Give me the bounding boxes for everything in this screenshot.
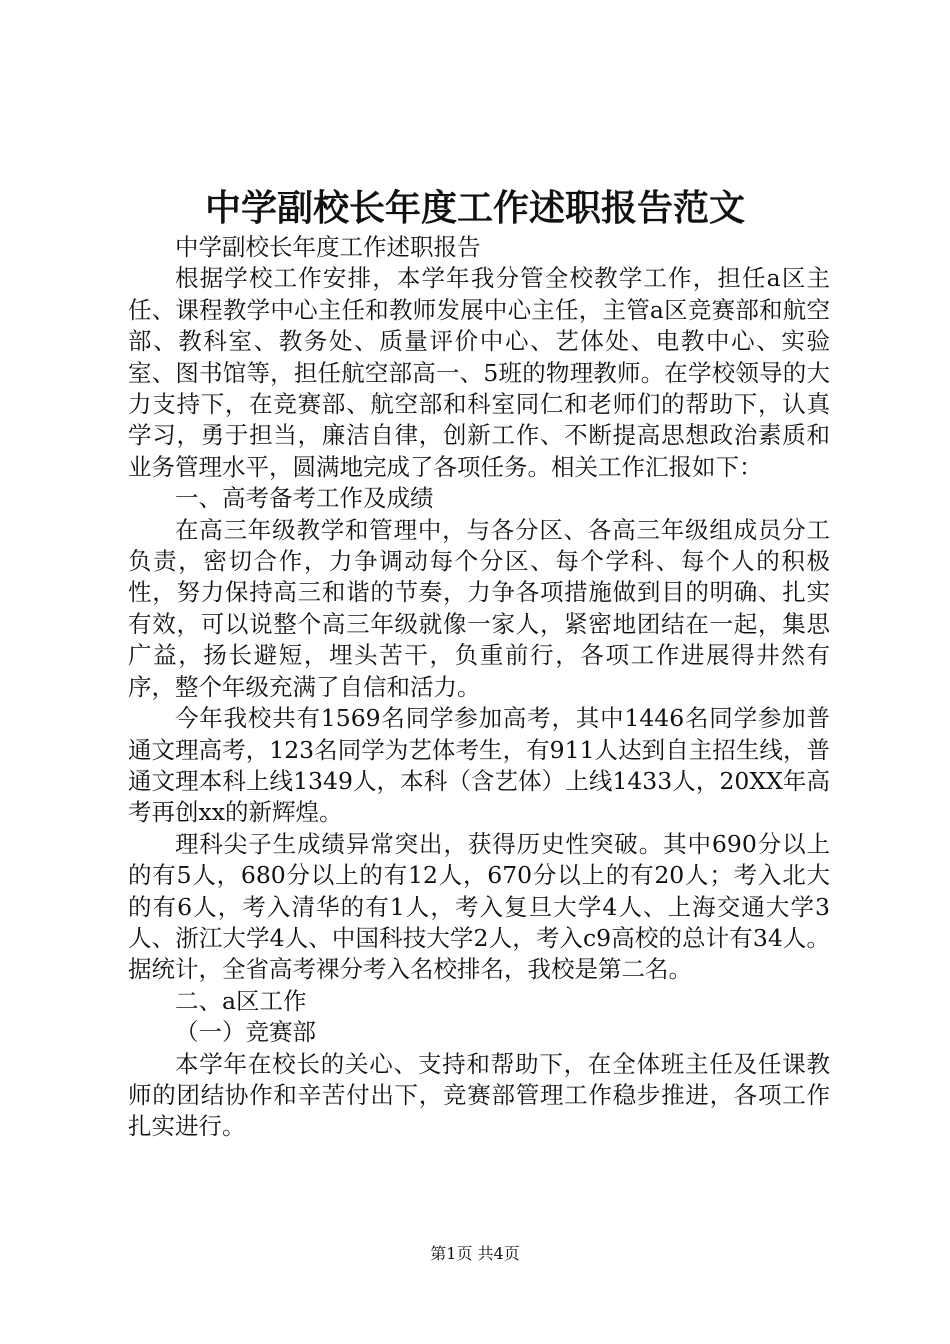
section-heading-area-a: 二、a区工作 <box>175 986 307 1015</box>
document-body <box>128 232 830 1143</box>
page-footer: 第1页 共4页 <box>430 1244 520 1263</box>
paragraph-exam-results: 今年我校共有1569名同学参加高考，其中1446名同学参加普通文理高考，123名同学为艺体考生，有911人达到自主招生线，普通文理本科上线1349人，本科（含艺体）上线1433人，20XX年高考再创xx的新辉煌。 <box>128 704 830 827</box>
paragraph-top-students: 理科尖子生成绩异常突出，获得历史性突破。其中690分以上的有5人，680分以上的有12人，670分以上的有20人；考入北大的有6人，考入清华的有1人，考入复旦大学4人、上海交通大学3人、浙江大学4人、中国科技大学2人，考入c9高校的总计有34人。据统计，全省高考裸分考入名校排名，我校是第二名。 <box>128 829 830 984</box>
section-heading-exam: 一、高考备考工作及成绩 <box>175 484 434 513</box>
paragraph-senior-grade: 在高三年级教学和管理中，与各分区、各高三年级组成员分工负责，密切合作，力争调动每个分区、每个学科、每个人的积极性，努力保持高三和谐的节奏，力争各项措施做到目的明确、扎实有效，可以说整个高三年级就像一家人，紧密地团结在一起，集思广益，扬长避短，埋头苦干，负重前行，各项工作进展得井然有序，整个年级充满了自信和活力。 <box>128 515 830 701</box>
document-title: 中学副校长年度工作述职报告范文 <box>204 187 745 229</box>
paragraph-competition: 本学年在校长的关心、支持和帮助下，在全体班主任及任课教师的团结协作和辛苦付出下，竞赛部管理工作稳步推进，各项工作扎实进行。 <box>128 1049 830 1141</box>
paragraph-intro: 根据学校工作安排，本学年我分管全校教学工作，担任a区主任、课程教学中心主任和教师发展中心主任，主管a区竞赛部和航空部、教科室、教务处、质量评价中心、艺体处、电教中心、实验室、图书馆等，担任航空部高一、5班的物理教师。在学校领导的大力支持下，在竞赛部、航空部和科室同仁和老师们的帮助下，认真学习，勇于担当，廉洁自律，创新工作、不断提高思想政治素质和业务管理水平，圆满地完成了各项任务。相关工作汇报如下： <box>128 264 830 481</box>
subsection-heading-competition: （一）竞赛部 <box>175 1018 316 1047</box>
paragraph-subtitle: 中学副校长年度工作述职报告 <box>175 233 481 261</box>
